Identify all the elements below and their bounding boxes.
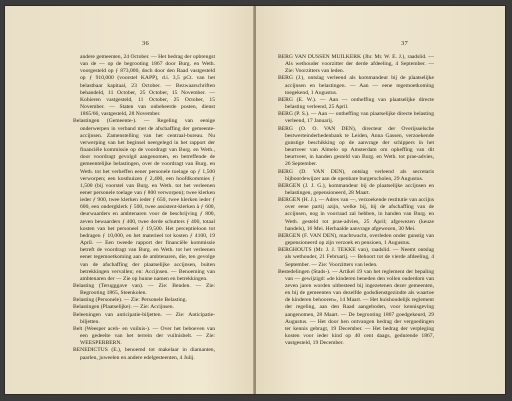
index-entry: Belastingen (Gemeente-). — Regeling van eenige onderwerpen in verband met de afschaffing der gemeente-accijnsen. Zamenstelling van het centraal-bureau. Nu verwerping van het beginsel neergelegd in het rapport der financiële kommissie op de voordragt van Burg. en Weth., door voordragt gevolgd aangenomen, en betreffende de gemeentelijke belastingen, over de voordragt van Burg. en Weth. tot het verheffen eener personele toelage op ƒ 1,500 verworpen; een kosthuizen ƒ 2,400, een hoofdkommies ƒ 1,500 (bij voorstel van Burg. en Weth. tot het verleenen eener personele toelage van ƒ 800 verworpen); twee klerken ieder ƒ 900, twee klerken ieder ƒ 650, twee klerken ieder ƒ 600, een ondergklerk ƒ 500, twee assistent-klerken à ƒ 600, deurwaarders en ambtenaren voor de beschrijving ƒ 800, zeven bewaarders ƒ 400, twee derde schutters ƒ 400, totaal kosten van het personeel ƒ 19,500. Het perceptieloon tot bedragen ƒ 10,000, en het materieel tot kosten ƒ 4100, 19 April. — Een tweede rapport der financiële kommissie betreft de voordragt van Burg. en Weth. tot het verleenen eener tegemoetkoming aan de ambtenaren, die, ten gevolge van de afschaffing der plaatselijke accijnsen, buiten betrekkingen vervallen; en: Accijnsen. — Benoeming van ambtenaren der — Zie op hunne namen en betrekkingen.: [73, 118, 215, 282]
left-page-text: [73, 54, 215, 362]
index-entry: Belasting (Terugggave van). — Zie: Benden. — Zie: Begrooting 1865, Steenkolen.: [73, 283, 215, 297]
index-entry: Bestedelingen (Stads-). — Artikel 19 van het reglement der bepaling van — gewijzigd: »de kinderen beneden den vollen ouderdom van zeven jaren worden uitbesteed bij ingezetenen dezer gemeenten, en bij de gemeenten van dezelfde godsdienstgezindte als waartoe de kinderen behooren«, 14 Maart. — Het huishoudelijk reglement der regeling, aan den Raad aangeboden, voor kennisgeving aangenomen, 28 Maart. — De begrooting 1867 goedgekeurd, 29 Augustus. — Het door hen ontvangen bedrag der vergoedingen ter kennis gebragt, 19 December. — Het bedrag der verpleging kosten voor ieder kind op 40 cent daags, gedurende 1867, vastgesteld, 19 December.: [278, 268, 434, 347]
index-entry: BERGEN (J. J. G.), kommandeur bij de plaatselijke accijnsen en belastingen, gepensioneerd, 28 Maart.: [278, 182, 434, 196]
book-spread: [5, 6, 505, 394]
right-page: [256, 6, 505, 394]
right-page-text: [278, 54, 434, 347]
index-entry: Belt (Weesper aceh- en vuilnis-). — Over het beboeven van een gedeelte van het terrein der vuilnisbelt. — Zie: WEESPERBERN.: [73, 325, 215, 347]
index-entry: BERGHOUTS (Mr. J. J. TEKKE van), raadslid. — Neemt ontslag als wethouder, 21 Februarij. — Behoort tot de vierde afdeeling, 4 September. — Zie: Voorzitters van leden.: [278, 247, 434, 268]
index-entry: BERG (P. S.). — Aan — ontheffing van plaatselijke directe belasting verleend, 17 Januarij.: [278, 111, 434, 125]
index-entry: BERG (O. O. VAN DEN), directeur der Overijsselsche bestwerteinderhedenbank te Leiden, Anna Gassen, verzoekende gunstige beschikking op de aanvrage der schippers in het beurtveer van Almelo op Amsterdam om opheffing van dit beurtveer, in handen gesteld van Burg. en Weth. tot prae-advies, 26 September.: [278, 125, 434, 168]
index-entry: BERG VAN DUSSEN MUILKERK (Jhr. Mr. W. E. J.), raadslid. — Als wethouder voorzitter der derde afdeeling, 4 September. — Zie: Voorzitters van leden.: [278, 54, 434, 75]
index-entry: Beleeningen van anticipatie-biljetten. — Zie: Anticipatie-biljetten.: [73, 311, 215, 325]
index-entry: andere gemeenten, 24 October. — Het bedrag der opbrengst van de — op de begrooting 1867 door Burg. en Weth. voorgesteld op ƒ 873,000, doch door den Raad vastgesteld op ƒ 910,000 (voorstel KAPP), d.i. 3,5 pCt. van het belastbaar kapitaal, 23 October. — Bezwaarschriften behandeld, 11 October, 25 October, 15 November. — Kohieren vastgesteld, 11 October, 25 October, 15 November. — Staten van onbeheerde posten, dienst 1865/66, vastgesteld, 28 November.: [80, 54, 215, 118]
index-entry: BERGEN (H. J.). — Adres van —, verzoekende restitutie van accijns over eene partij azijn, welke bij, bij de afschaffing van de accijnsen, nog in voorraad zal hebben, in handen van Burg. en Weth. gesteld tot prae-advies, 25 April; afgewezen (keuze handels), 16 Mei. Herhaalde aanvrage afgewezen, 30 Mei.: [278, 197, 434, 232]
index-entry: BENEDICTUS (E.), benoemd tot makelaar in diamanten, paarlen, juweelen en andere edelgesteenten, 4 Julij.: [73, 347, 215, 361]
left-page: [5, 6, 254, 394]
index-entry: Belasting (Personele). — Zie: Personele Belasting.: [73, 297, 187, 304]
index-entry: BERG (J.), ontslag verleend als kommandeur bij de plaatselijke accijnsen en belastingen. — Aan — eene tegemoetkoming toegekend, 1 Augustus.: [278, 75, 434, 96]
index-entry: BERG (D. VAN DEN), ontslag verleend als secretaris bijboordewijzer aan de openbare burgerscholen, 29 Augustus.: [278, 168, 434, 182]
index-entry: BERG (E. W.). — Aan — ontheffing van plaatselijke directe belasting verleend, 25 April.: [278, 96, 434, 111]
page-number: 37: [401, 40, 409, 47]
index-entry: Belastingen (Plaatselijke). — Zie: Accijnsen.: [73, 304, 174, 311]
index-entry: BERGEN (F. VAN DEN), machtwacht, overleden onder gunstig van gepensioneerd op zijn verzoek en pensioen, 1 Augustus.: [278, 232, 434, 247]
page-number: 36: [142, 40, 150, 47]
